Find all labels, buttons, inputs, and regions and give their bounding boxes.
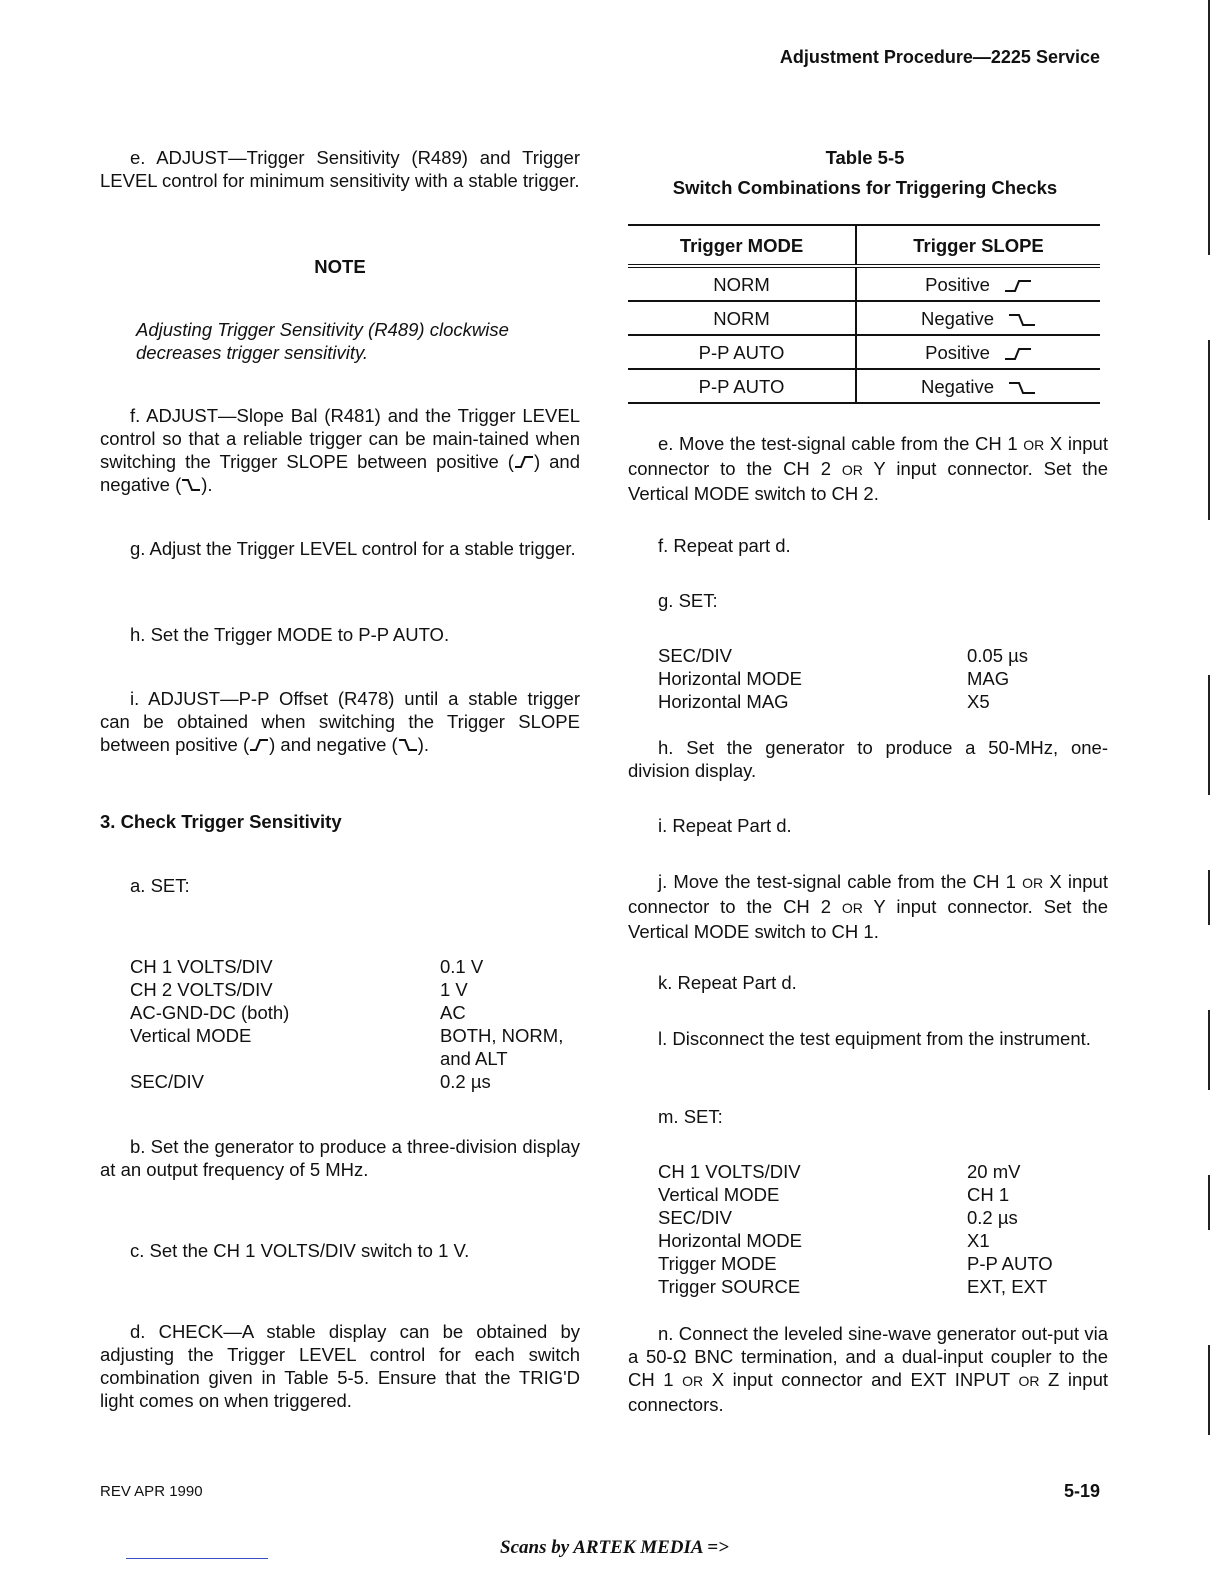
text-run: Z input connectors. [628, 1369, 1108, 1415]
or-smallcaps: OR [841, 462, 863, 478]
page-number: 5-19 [1063, 1481, 1100, 1501]
setting-label: Horizontal MODE [658, 1230, 802, 1251]
step-f-text-3: ). [201, 474, 213, 495]
negative-slope-icon [181, 478, 201, 492]
revision-date: REV APR 1990 [100, 1483, 203, 1500]
step-n-right [628, 1322, 1108, 1416]
step-l-right: l. Disconnect the test equipment from the instrument. [658, 1028, 1091, 1049]
scan-edge-mark [1208, 0, 1210, 255]
trigger-table [628, 224, 1100, 404]
setting-label: CH 1 VOLTS/DIV [658, 1161, 801, 1182]
step-i-right: i. Repeat Part d. [658, 815, 792, 836]
setting-value: X1 [967, 1230, 990, 1251]
setting-value: P-P AUTO [967, 1253, 1053, 1274]
scan-edge-mark [1208, 675, 1210, 795]
table-cell-slope [856, 301, 1100, 335]
settings-g [628, 644, 1108, 713]
step-h-right: h. Set the generator to produce a 50-MHz, one-division display. [628, 737, 1108, 781]
step-m-right: m. SET: [658, 1106, 723, 1127]
table-cell-slope [856, 369, 1100, 403]
slope-label: Negative [920, 307, 994, 329]
step-e-right [628, 432, 1108, 505]
setting-label: CH 1 VOLTS/DIV [130, 956, 273, 977]
step-e: e. ADJUST—Trigger Sensitivity (R489) and Trigger LEVEL control for minimum sensitivity with a stable trigger. [100, 147, 580, 191]
scan-edge-mark [1208, 870, 1210, 925]
link-underline [126, 1558, 268, 1559]
scan-edge-mark [1208, 1345, 1210, 1435]
table-row [628, 335, 1100, 369]
text-run: e. Move the test-signal cable from the CH 1 [658, 433, 1024, 454]
scans-credit-link[interactable]: Scans by ARTEK MEDIA => [500, 1537, 729, 1558]
negative-slope-icon [1008, 380, 1036, 396]
scan-edge-mark [1208, 1175, 1210, 1230]
table-header-mode: Trigger MODE [628, 225, 856, 266]
scan-edge-mark [1208, 1010, 1210, 1090]
table-cell-mode: P-P AUTO [628, 335, 856, 369]
slope-label: Negative [920, 375, 994, 397]
setting-value: CH 1 [967, 1184, 1010, 1205]
text-run: X input connector to the CH 2 [628, 433, 1108, 479]
step-k-right: k. Repeat Part d. [658, 972, 797, 993]
text-run: n. Connect the leveled sine-wave generator out-put via a 50-Ω BNC termination, and a dual-input coupler to the CH 1 [628, 1323, 1108, 1390]
slope-label: Positive [925, 341, 990, 363]
setting-label: Vertical MODE [130, 1025, 252, 1046]
setting-label: Trigger SOURCE [658, 1276, 801, 1297]
setting-label: Trigger MODE [658, 1253, 777, 1274]
table-cell-mode: NORM [628, 301, 856, 335]
or-smallcaps: OR [682, 1373, 704, 1389]
or-smallcaps: OR [1022, 875, 1044, 891]
or-smallcaps: OR [1018, 1373, 1040, 1389]
left-column [100, 146, 580, 192]
step-f-text-1: f. ADJUST—Slope Bal (R481) and the Trigger LEVEL control so that a reliable trigger can be main-tained when switching the Trigger SLOPE between positive ( [100, 405, 580, 472]
note-body: Adjusting Trigger Sensitivity (R489) clockwise decreases trigger sensitivity. [136, 319, 509, 363]
note-title: NOTE [314, 256, 366, 277]
or-smallcaps: OR [841, 900, 863, 916]
table-block [628, 146, 1102, 404]
setting-value: and ALT [440, 1048, 508, 1069]
positive-slope-icon [1004, 278, 1032, 294]
table-row [628, 369, 1100, 403]
step-g: g. Adjust the Trigger LEVEL control for a stable trigger. [130, 538, 576, 559]
setting-label: CH 2 VOLTS/DIV [130, 979, 273, 1000]
setting-label: Horizontal MODE [658, 668, 802, 689]
slope-label: Positive [925, 273, 990, 295]
step-d: d. CHECK—A stable display can be obtained by adjusting the Trigger LEVEL control for each switch combination given in Table 5-5. Ensure that the TRIG'D light comes on when triggered. [100, 1321, 580, 1411]
text-run: j. Move the test-signal cable from the CH 1 [658, 871, 1023, 892]
text-run: X input connector and EXT INPUT [703, 1369, 1019, 1390]
positive-slope-icon [514, 455, 534, 469]
table-row [628, 266, 1100, 301]
step-i-text-1: i. ADJUST—P-P Offset (R478) until a stable trigger can be obtained when switching the Trigger SLOPE between positive ( [100, 688, 580, 755]
step-i-text-2: ) and negative ( [269, 734, 398, 755]
settings-a [100, 955, 580, 1093]
table-row [628, 301, 1100, 335]
step-c: c. Set the CH 1 VOLTS/DIV switch to 1 V. [130, 1240, 470, 1261]
step-j-right [628, 870, 1108, 943]
setting-value: MAG [967, 668, 1010, 689]
text-run: Y input connector. Set the Vertical MODE switch to CH 2. [628, 458, 1108, 504]
setting-value: BOTH, NORM, [440, 1025, 564, 1046]
setting-value: 0.05 µs [967, 645, 1029, 666]
step-a: a. SET: [130, 875, 190, 896]
setting-label: Horizontal MAG [658, 691, 789, 712]
setting-label: AC-GND-DC (both) [130, 1002, 290, 1023]
step-h: h. Set the Trigger MODE to P-P AUTO. [130, 624, 450, 645]
table-header-slope: Trigger SLOPE [856, 225, 1100, 266]
table-number: Table 5-5 [825, 147, 905, 168]
page-header: Adjustment Procedure—2225 Service [779, 47, 1100, 67]
table-cell-mode: P-P AUTO [628, 369, 856, 403]
setting-label: SEC/DIV [658, 645, 733, 666]
positive-slope-icon [249, 738, 269, 752]
setting-value: X5 [967, 691, 990, 712]
step-b: b. Set the generator to produce a three-division display at an output frequency of 5 MHz. [100, 1136, 580, 1180]
text-run: X input connector to the CH 2 [628, 871, 1108, 917]
setting-value: 0.2 µs [440, 1071, 491, 1092]
step-i [100, 687, 580, 756]
setting-label [130, 1047, 440, 1070]
negative-slope-icon [398, 738, 418, 752]
step-i-text-3: ). [417, 734, 429, 755]
negative-slope-icon [1008, 312, 1036, 328]
setting-value: 20 mV [967, 1161, 1021, 1182]
setting-label: SEC/DIV [130, 1071, 205, 1092]
scan-edge-mark [1208, 340, 1210, 520]
settings-m [628, 1160, 1108, 1298]
setting-label: SEC/DIV [658, 1207, 733, 1228]
positive-slope-icon [1004, 346, 1032, 362]
setting-value: 0.2 µs [967, 1207, 1018, 1228]
table-cell-slope [856, 266, 1100, 301]
setting-value: EXT, EXT [967, 1276, 1048, 1297]
step-f-text-2: ) and negative ( [100, 451, 581, 495]
table-cell-slope [856, 335, 1100, 369]
or-smallcaps: OR [1023, 437, 1045, 453]
setting-label: Vertical MODE [658, 1184, 780, 1205]
setting-value: AC [440, 1002, 466, 1023]
step-f-right: f. Repeat part d. [658, 535, 791, 556]
section-3-heading: 3. Check Trigger Sensitivity [100, 811, 342, 832]
setting-value: 0.1 V [440, 956, 484, 977]
table-cell-mode: NORM [628, 266, 856, 301]
table-title: Switch Combinations for Triggering Checks [672, 177, 1058, 198]
text-run: Y input connector. Set the Vertical MODE switch to CH 1. [628, 896, 1108, 942]
table-header-row [628, 225, 1100, 266]
step-g-right: g. SET: [658, 590, 718, 611]
step-f [100, 404, 580, 496]
setting-value: 1 V [440, 979, 468, 1000]
